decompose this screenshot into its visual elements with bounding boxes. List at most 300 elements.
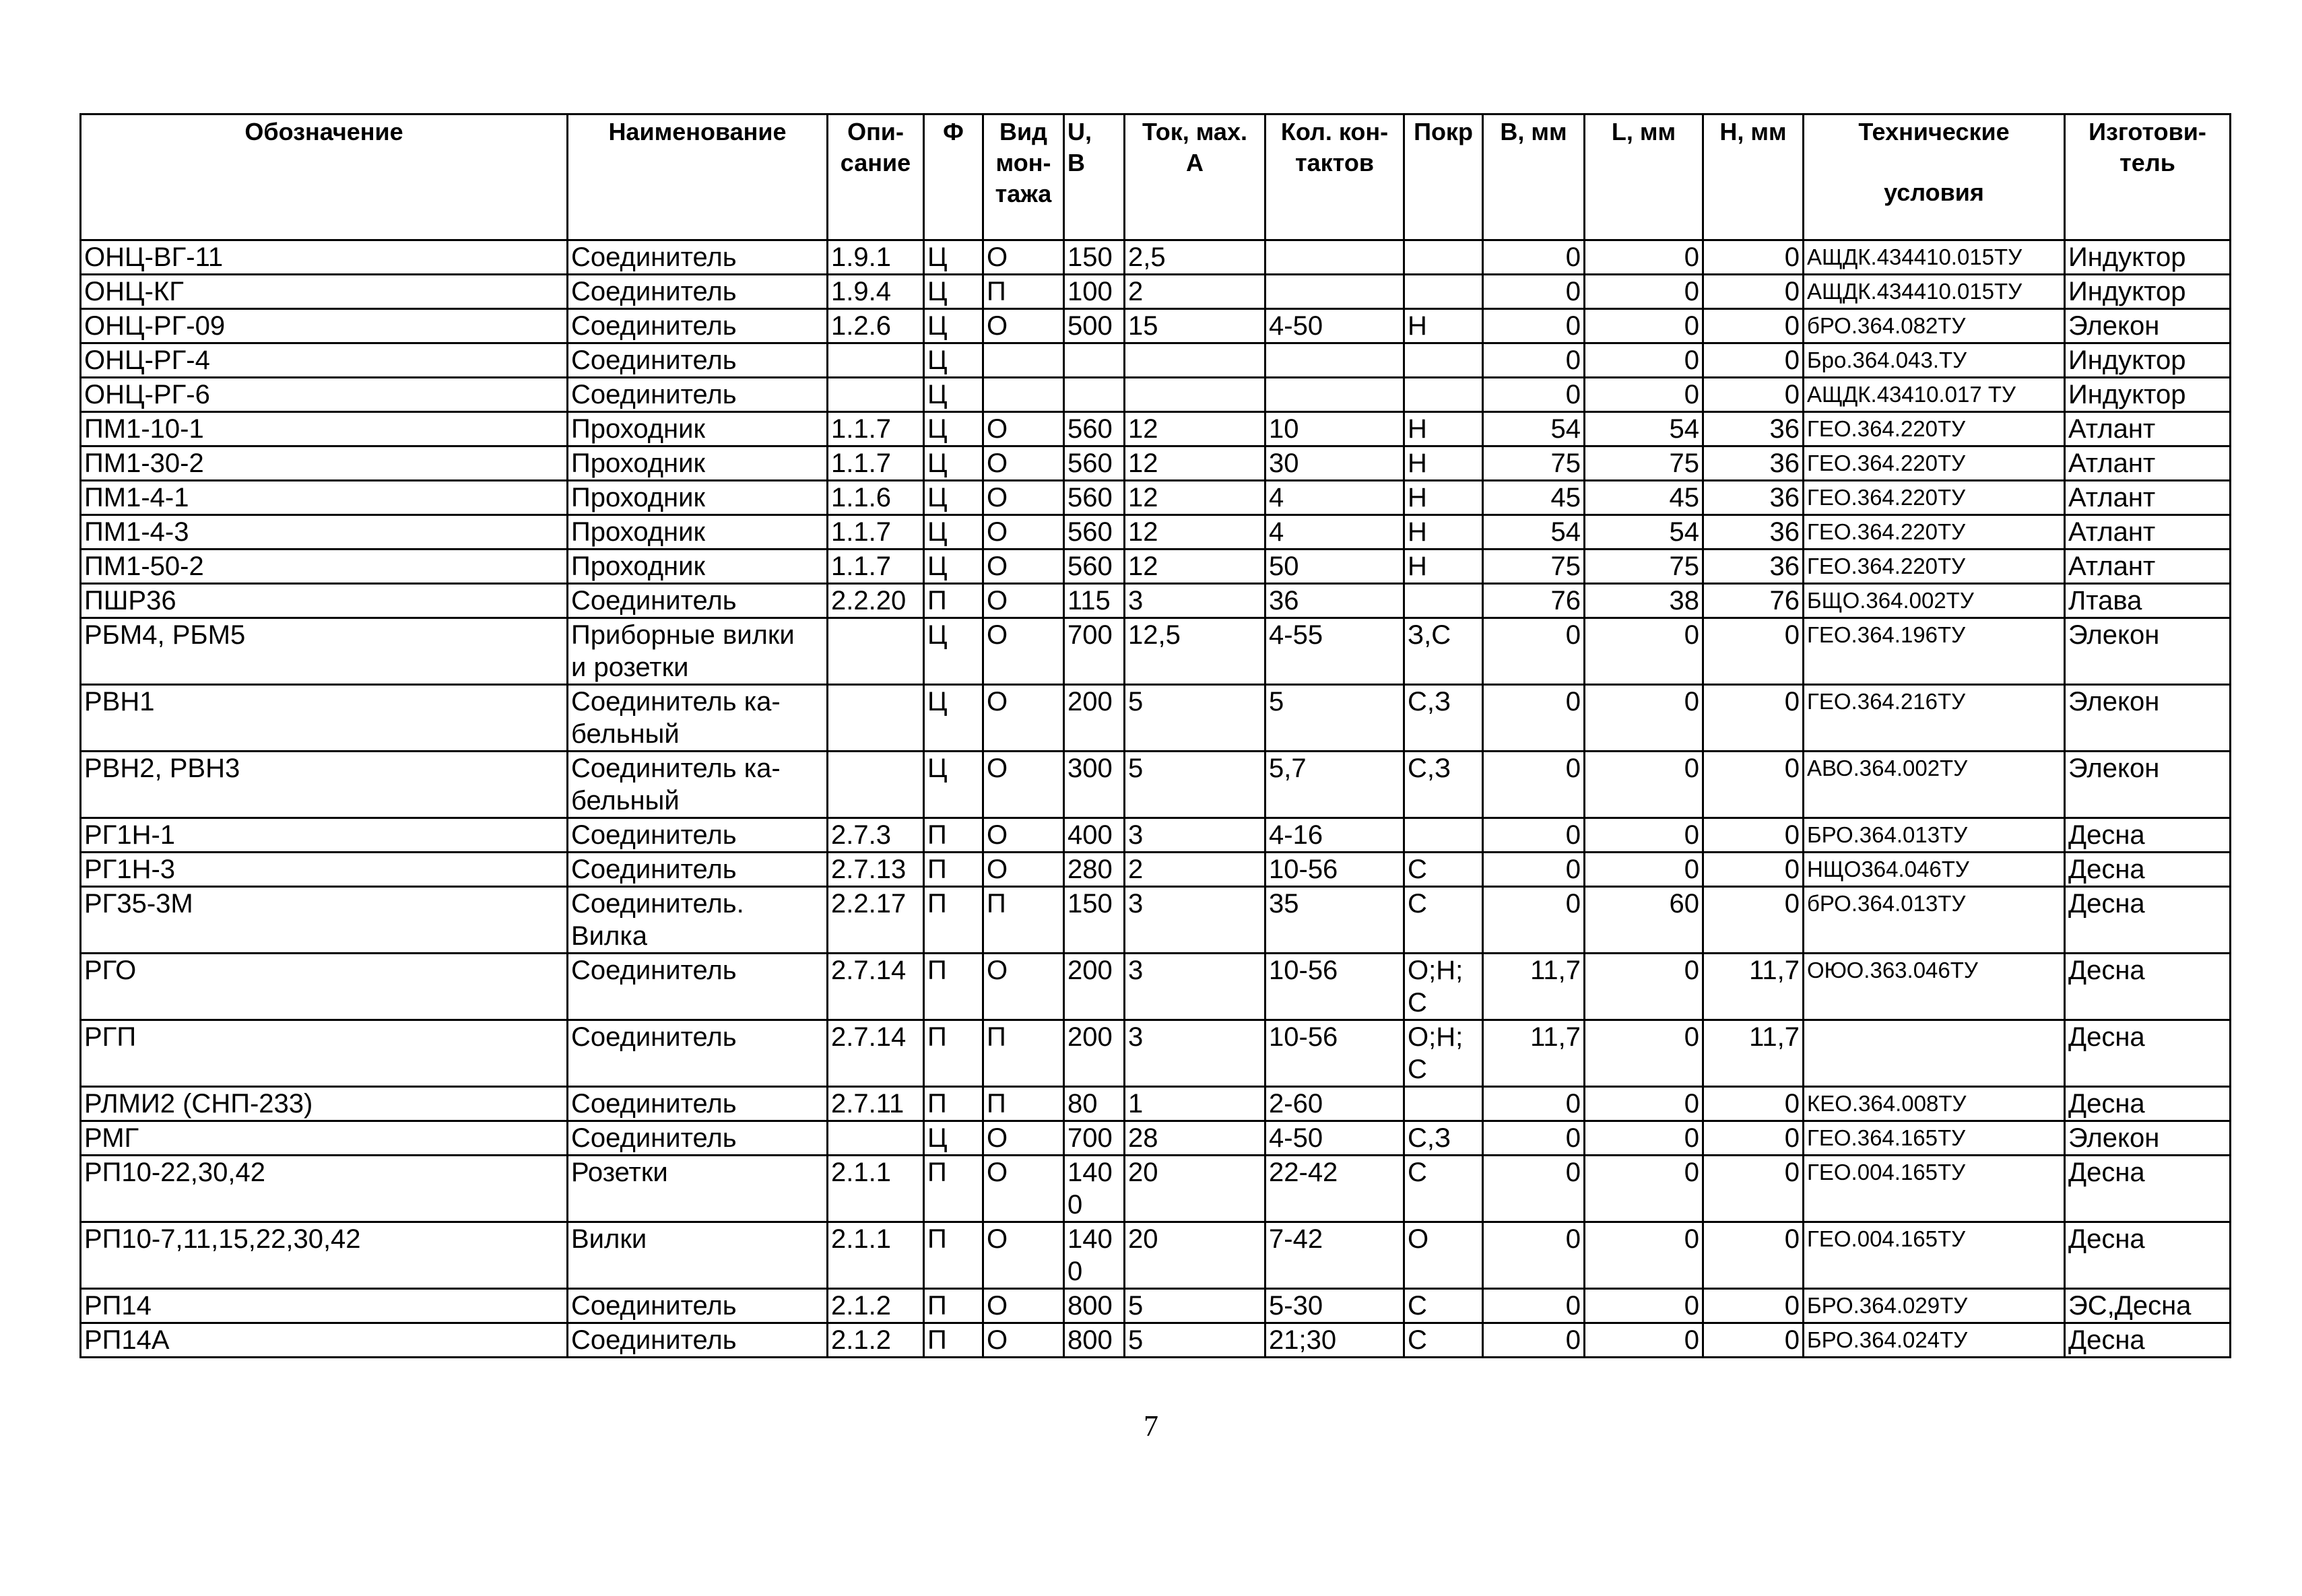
cell-name: Соединитель [568,954,828,1020]
cell-voltage: 400 [1064,818,1125,853]
cell-designation: РП10-7,11,15,22,30,42 [81,1222,568,1289]
cell-designation: ОНЦ-ВГ-11 [81,240,568,275]
cell-contacts: 4 [1265,515,1404,550]
cell-coating: С [1404,887,1483,954]
cell-current: 28 [1125,1121,1265,1156]
cell-description: 2.2.20 [828,584,924,618]
cell-l-mm: 0 [1585,1222,1703,1289]
cell-manufacturer: Десна [2065,1222,2231,1289]
cell-current: 5 [1125,1289,1265,1323]
cell-current [1125,378,1265,412]
cell-name: Соединитель [568,1289,828,1323]
cell-current: 12 [1125,550,1265,584]
cell-manufacturer: Атлант [2065,481,2231,515]
cell-h-mm: 36 [1703,550,1804,584]
cell-name: Приборные вилки и розетки [568,618,828,685]
table-row [81,1087,2231,1121]
cell-voltage: 150 [1064,887,1125,954]
cell-voltage: 500 [1064,309,1125,343]
cell-manufacturer: Индуктор [2065,343,2231,378]
cell-voltage: 560 [1064,515,1125,550]
cell-designation: РГП [81,1020,568,1087]
cell-manufacturer: ЭС,Десна [2065,1289,2231,1323]
cell-voltage: 200 [1064,1020,1125,1087]
cell-coating [1404,818,1483,853]
cell-name: Соединитель [568,818,828,853]
cell-form: Ц [924,752,983,818]
cell-h-mm: 0 [1703,818,1804,853]
cell-voltage: 800 [1064,1323,1125,1358]
cell-coating: Н [1404,550,1483,584]
cell-h-mm: 0 [1703,1289,1804,1323]
cell-mount: О [983,1121,1064,1156]
cell-b-mm: 0 [1483,1323,1585,1358]
cell-tech-conditions: ГЕО.364.165ТУ [1804,1121,2065,1156]
cell-h-mm: 0 [1703,275,1804,309]
cell-h-mm: 76 [1703,584,1804,618]
cell-tech-conditions: ГЕО.364.220ТУ [1804,515,2065,550]
cell-designation: РЛМИ2 (СНП-233) [81,1087,568,1121]
cell-tech-conditions: ГЕО.364.216ТУ [1804,685,2065,752]
cell-form: Ц [924,481,983,515]
cell-form: П [924,1087,983,1121]
cell-b-mm: 0 [1483,1121,1585,1156]
cell-current: 1 [1125,1087,1265,1121]
cell-description: 1.9.1 [828,240,924,275]
cell-b-mm: 0 [1483,752,1585,818]
cell-mount: О [983,954,1064,1020]
cell-b-mm: 45 [1483,481,1585,515]
table-row [81,550,2231,584]
cell-coating: С,З [1404,752,1483,818]
cell-designation: РП14А [81,1323,568,1358]
cell-current: 3 [1125,887,1265,954]
cell-manufacturer: Атлант [2065,412,2231,446]
cell-contacts: 30 [1265,446,1404,481]
cell-designation: ОНЦ-КГ [81,275,568,309]
cell-tech-conditions: ГЕО.004.165ТУ [1804,1222,2065,1289]
cell-b-mm: 54 [1483,412,1585,446]
cell-contacts: 35 [1265,887,1404,954]
cell-tech-conditions: АВО.364.002ТУ [1804,752,2065,818]
cell-designation: РВН2, РВН3 [81,752,568,818]
cell-b-mm: 54 [1483,515,1585,550]
cell-l-mm: 0 [1585,618,1703,685]
cell-contacts: 4-16 [1265,818,1404,853]
cell-b-mm: 0 [1483,1087,1585,1121]
cell-coating: С [1404,1323,1483,1358]
cell-designation: РГ1Н-1 [81,818,568,853]
table-row [81,309,2231,343]
cell-description [828,378,924,412]
cell-h-mm: 36 [1703,481,1804,515]
cell-voltage: 700 [1064,618,1125,685]
header-description: Опи- сание [828,114,924,240]
table-row [81,685,2231,752]
cell-b-mm: 0 [1483,275,1585,309]
cell-h-mm: 0 [1703,378,1804,412]
cell-designation: РГ1Н-3 [81,853,568,887]
cell-b-mm: 75 [1483,550,1585,584]
cell-coating: Н [1404,446,1483,481]
cell-name: Проходник [568,412,828,446]
cell-form: Ц [924,343,983,378]
cell-contacts: 36 [1265,584,1404,618]
cell-l-mm: 0 [1585,1087,1703,1121]
cell-h-mm: 0 [1703,752,1804,818]
cell-description: 2.7.13 [828,853,924,887]
table-row [81,752,2231,818]
table-row [81,481,2231,515]
cell-l-mm: 0 [1585,378,1703,412]
cell-form: Ц [924,685,983,752]
cell-mount: П [983,887,1064,954]
cell-b-mm: 0 [1483,1222,1585,1289]
cell-current [1125,343,1265,378]
cell-tech-conditions: НЩО364.046ТУ [1804,853,2065,887]
cell-description [828,618,924,685]
cell-manufacturer: Индуктор [2065,378,2231,412]
cell-contacts: 10-56 [1265,853,1404,887]
cell-h-mm: 11,7 [1703,954,1804,1020]
cell-current: 3 [1125,1020,1265,1087]
header-l-mm: L, мм [1585,114,1703,240]
table-row [81,1020,2231,1087]
cell-manufacturer: Десна [2065,1020,2231,1087]
cell-designation: ПШР36 [81,584,568,618]
cell-form: П [924,1020,983,1087]
cell-voltage: 100 [1064,275,1125,309]
cell-b-mm: 0 [1483,309,1585,343]
cell-contacts: 2-60 [1265,1087,1404,1121]
cell-designation: ПМ1-4-3 [81,515,568,550]
cell-description [828,343,924,378]
cell-manufacturer: Элекон [2065,618,2231,685]
cell-name: Соединитель ка- бельный [568,685,828,752]
header-tech-line1: Технические [1858,118,2010,145]
cell-form: Ц [924,309,983,343]
cell-designation: РГО [81,954,568,1020]
cell-voltage: 80 [1064,1087,1125,1121]
cell-l-mm: 75 [1585,550,1703,584]
cell-h-mm: 0 [1703,1156,1804,1222]
header-mount-type: Вид мон- тажа [983,114,1064,240]
cell-current: 3 [1125,954,1265,1020]
cell-form: Ц [924,275,983,309]
cell-coating: С [1404,1289,1483,1323]
cell-description: 2.2.17 [828,887,924,954]
cell-name: Розетки [568,1156,828,1222]
cell-current: 2 [1125,275,1265,309]
cell-form: П [924,1323,983,1358]
cell-tech-conditions: ГЕО.364.196ТУ [1804,618,2065,685]
cell-description: 1.1.7 [828,412,924,446]
cell-mount: О [983,515,1064,550]
document-page [79,113,2229,1442]
cell-tech-conditions [1804,1020,2065,1087]
cell-coating [1404,1087,1483,1121]
cell-b-mm: 0 [1483,378,1585,412]
cell-coating [1404,378,1483,412]
cell-name: Соединитель [568,275,828,309]
cell-description: 1.9.4 [828,275,924,309]
header-b-mm: В, мм [1483,114,1585,240]
cell-form: П [924,887,983,954]
cell-l-mm: 54 [1585,412,1703,446]
cell-coating: Н [1404,515,1483,550]
table-row [81,887,2231,954]
cell-h-mm: 36 [1703,446,1804,481]
cell-name: Проходник [568,446,828,481]
table-row [81,618,2231,685]
cell-coating: Н [1404,309,1483,343]
cell-l-mm: 54 [1585,515,1703,550]
cell-manufacturer: Десна [2065,853,2231,887]
cell-coating: С,З [1404,685,1483,752]
cell-designation: ПМ1-50-2 [81,550,568,584]
cell-voltage: 200 [1064,954,1125,1020]
cell-description: 2.7.14 [828,954,924,1020]
cell-manufacturer: Индуктор [2065,240,2231,275]
table-row [81,584,2231,618]
cell-description: 2.7.3 [828,818,924,853]
cell-mount: О [983,412,1064,446]
header-designation: Обозначение [81,114,568,240]
cell-designation: ОНЦ-РГ-09 [81,309,568,343]
cell-mount: О [983,685,1064,752]
cell-current: 5 [1125,1323,1265,1358]
cell-voltage: 115 [1064,584,1125,618]
cell-manufacturer: Индуктор [2065,275,2231,309]
cell-current: 12 [1125,412,1265,446]
cell-l-mm: 0 [1585,309,1703,343]
cell-voltage: 300 [1064,752,1125,818]
cell-contacts [1265,275,1404,309]
cell-h-mm: 0 [1703,853,1804,887]
cell-mount: П [983,1020,1064,1087]
cell-b-mm: 0 [1483,1289,1585,1323]
cell-manufacturer: Атлант [2065,446,2231,481]
cell-b-mm: 0 [1483,887,1585,954]
cell-name: Соединитель [568,1087,828,1121]
cell-tech-conditions: БРО.364.024ТУ [1804,1323,2065,1358]
cell-h-mm: 0 [1703,618,1804,685]
cell-tech-conditions: ГЕО.364.220ТУ [1804,412,2065,446]
cell-l-mm: 60 [1585,887,1703,954]
cell-current: 15 [1125,309,1265,343]
header-form: Ф [924,114,983,240]
cell-l-mm: 0 [1585,240,1703,275]
cell-name: Соединитель [568,1323,828,1358]
cell-contacts: 5 [1265,685,1404,752]
cell-b-mm: 0 [1483,240,1585,275]
cell-coating: С [1404,853,1483,887]
cell-current: 12 [1125,446,1265,481]
cell-contacts: 10-56 [1265,954,1404,1020]
cell-description: 1.1.7 [828,446,924,481]
cell-voltage: 560 [1064,412,1125,446]
cell-manufacturer: Десна [2065,818,2231,853]
cell-current: 3 [1125,584,1265,618]
cell-current: 12 [1125,515,1265,550]
cell-h-mm: 0 [1703,1323,1804,1358]
table-row [81,1156,2231,1222]
cell-mount: О [983,1222,1064,1289]
cell-voltage: 140 0 [1064,1222,1125,1289]
header-voltage: U, В [1064,114,1125,240]
cell-coating [1404,343,1483,378]
cell-mount: О [983,481,1064,515]
cell-coating: Н [1404,481,1483,515]
cell-name: Соединитель [568,853,828,887]
cell-b-mm: 11,7 [1483,1020,1585,1087]
cell-description: 2.7.14 [828,1020,924,1087]
cell-tech-conditions: КЕО.364.008ТУ [1804,1087,2065,1121]
cell-form: П [924,954,983,1020]
cell-b-mm: 0 [1483,685,1585,752]
cell-designation: ПМ1-30-2 [81,446,568,481]
table-row [81,446,2231,481]
table-row [81,1121,2231,1156]
header-max-current: Ток, мах. А [1125,114,1265,240]
cell-form: Ц [924,618,983,685]
cell-name: Соединитель ка- бельный [568,752,828,818]
cell-contacts: 4-50 [1265,309,1404,343]
cell-l-mm: 0 [1585,343,1703,378]
cell-name: Соединитель [568,1121,828,1156]
cell-form: П [924,584,983,618]
cell-voltage [1064,343,1125,378]
cell-b-mm: 0 [1483,618,1585,685]
cell-h-mm: 0 [1703,309,1804,343]
cell-coating: Н [1404,412,1483,446]
cell-voltage: 150 [1064,240,1125,275]
cell-coating: О;Н; С [1404,954,1483,1020]
cell-tech-conditions: АЩДК.434410.015ТУ [1804,275,2065,309]
cell-voltage: 280 [1064,853,1125,887]
cell-description: 1.1.7 [828,515,924,550]
cell-description: 2.1.2 [828,1289,924,1323]
cell-form: П [924,1222,983,1289]
cell-h-mm: 0 [1703,343,1804,378]
cell-name: Проходник [568,515,828,550]
cell-form: Ц [924,446,983,481]
table-row [81,818,2231,853]
cell-h-mm: 36 [1703,412,1804,446]
cell-tech-conditions: ГЕО.004.165ТУ [1804,1156,2065,1222]
cell-manufacturer: Атлант [2065,515,2231,550]
cell-voltage: 560 [1064,481,1125,515]
cell-l-mm: 45 [1585,481,1703,515]
cell-contacts: 10-56 [1265,1020,1404,1087]
cell-current: 3 [1125,818,1265,853]
cell-b-mm: 0 [1483,853,1585,887]
cell-form: П [924,818,983,853]
cell-form: Ц [924,240,983,275]
cell-l-mm: 0 [1585,1020,1703,1087]
cell-h-mm: 0 [1703,1087,1804,1121]
table-row [81,1289,2231,1323]
cell-coating: О;Н; С [1404,1020,1483,1087]
cell-form: Ц [924,378,983,412]
cell-tech-conditions: БРО.364.013ТУ [1804,818,2065,853]
cell-mount: О [983,853,1064,887]
cell-l-mm: 75 [1585,446,1703,481]
table-body [81,240,2231,1358]
cell-b-mm: 0 [1483,1156,1585,1222]
cell-l-mm: 38 [1585,584,1703,618]
cell-name: Соединитель [568,343,828,378]
cell-form: П [924,1156,983,1222]
cell-l-mm: 0 [1585,1156,1703,1222]
cell-coating [1404,275,1483,309]
cell-manufacturer: Десна [2065,1156,2231,1222]
cell-voltage: 200 [1064,685,1125,752]
cell-b-mm: 75 [1483,446,1585,481]
cell-manufacturer: Элекон [2065,309,2231,343]
table-row [81,1222,2231,1289]
cell-form: Ц [924,550,983,584]
cell-description: 1.1.7 [828,550,924,584]
cell-h-mm: 0 [1703,240,1804,275]
table-row [81,954,2231,1020]
cell-manufacturer: Десна [2065,954,2231,1020]
cell-form: Ц [924,412,983,446]
cell-form: П [924,1289,983,1323]
cell-l-mm: 0 [1585,685,1703,752]
cell-manufacturer: Лтава [2065,584,2231,618]
cell-b-mm: 11,7 [1483,954,1585,1020]
cell-contacts: 5,7 [1265,752,1404,818]
cell-tech-conditions: Бро.364.043.ТУ [1804,343,2065,378]
cell-coating: О [1404,1222,1483,1289]
cell-designation: ПМ1-10-1 [81,412,568,446]
cell-voltage: 800 [1064,1289,1125,1323]
cell-current: 12,5 [1125,618,1265,685]
cell-designation: РП14 [81,1289,568,1323]
cell-mount: О [983,818,1064,853]
cell-mount: О [983,1289,1064,1323]
cell-tech-conditions: бРО.364.082ТУ [1804,309,2065,343]
cell-description [828,1121,924,1156]
cell-tech-conditions: ГЕО.364.220ТУ [1804,550,2065,584]
cell-mount: П [983,275,1064,309]
table-row [81,853,2231,887]
cell-current: 20 [1125,1222,1265,1289]
cell-coating: С,З [1404,1121,1483,1156]
cell-l-mm: 0 [1585,853,1703,887]
cell-designation: ОНЦ-РГ-4 [81,343,568,378]
cell-h-mm: 0 [1703,1121,1804,1156]
cell-l-mm: 0 [1585,1323,1703,1358]
cell-name: Проходник [568,550,828,584]
cell-h-mm: 11,7 [1703,1020,1804,1087]
cell-name: Соединитель [568,309,828,343]
page-number: 7 [1144,1409,1158,1442]
header-contacts-count: Кол. кон- тактов [1265,114,1404,240]
cell-designation: ОНЦ-РГ-6 [81,378,568,412]
cell-description [828,752,924,818]
cell-contacts [1265,240,1404,275]
cell-l-mm: 0 [1585,954,1703,1020]
header-tech-line2: условия [1884,178,1984,206]
cell-mount: П [983,1087,1064,1121]
cell-manufacturer: Десна [2065,887,2231,954]
cell-contacts: 4 [1265,481,1404,515]
cell-designation: РП10-22,30,42 [81,1156,568,1222]
cell-contacts: 50 [1265,550,1404,584]
cell-h-mm: 0 [1703,887,1804,954]
